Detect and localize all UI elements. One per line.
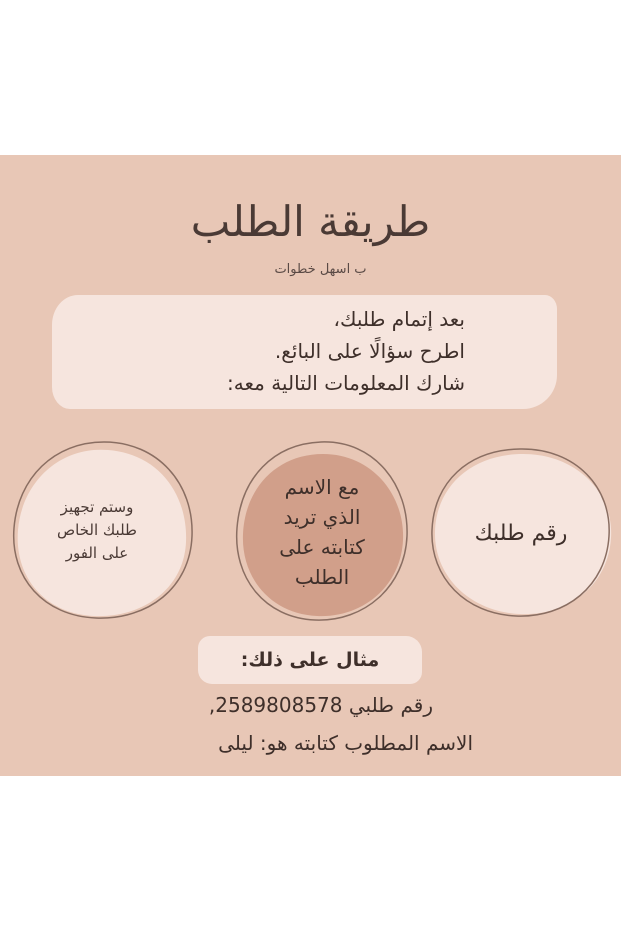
order-method-card (0, 155, 621, 776)
instruction-line-3: شارك المعلومات التالية معه: (227, 371, 465, 395)
prepare-line-3: على الفور (65, 543, 129, 562)
step-circle-order-number (428, 446, 614, 620)
name-line-3: كتابته على (279, 535, 365, 559)
page-title: طريقة الطلب (190, 197, 431, 246)
instruction-line-2: اطرح سؤالًا على البائع. (274, 339, 465, 363)
instructions-box (52, 295, 557, 409)
example-name: الاسم المطلوب كتابته هو: ليلى (218, 731, 473, 755)
order-number-label: رقم طلبك (474, 520, 568, 546)
step-circle-name (233, 440, 411, 624)
name-line-1: مع الاسم (284, 475, 360, 499)
instruction-line-1: بعد إتمام طلبك، (333, 307, 465, 331)
circle-text-right (428, 446, 614, 620)
example-order-number: رقم طلبي 2589808578, (208, 693, 433, 717)
prepare-line-1: وستم تجهيز (60, 497, 134, 516)
name-line-4: الطلب (294, 565, 350, 589)
prepare-line-2: طلبك الخاص (57, 520, 137, 539)
page-subtitle: ب اسهل خطوات (274, 262, 367, 277)
example-label: مثال على ذلك: (198, 636, 422, 684)
name-line-2: الذي تريد (283, 505, 361, 529)
circle-text-middle (233, 440, 411, 624)
circle-text-left (8, 438, 198, 622)
step-circle-prepare (8, 438, 198, 622)
